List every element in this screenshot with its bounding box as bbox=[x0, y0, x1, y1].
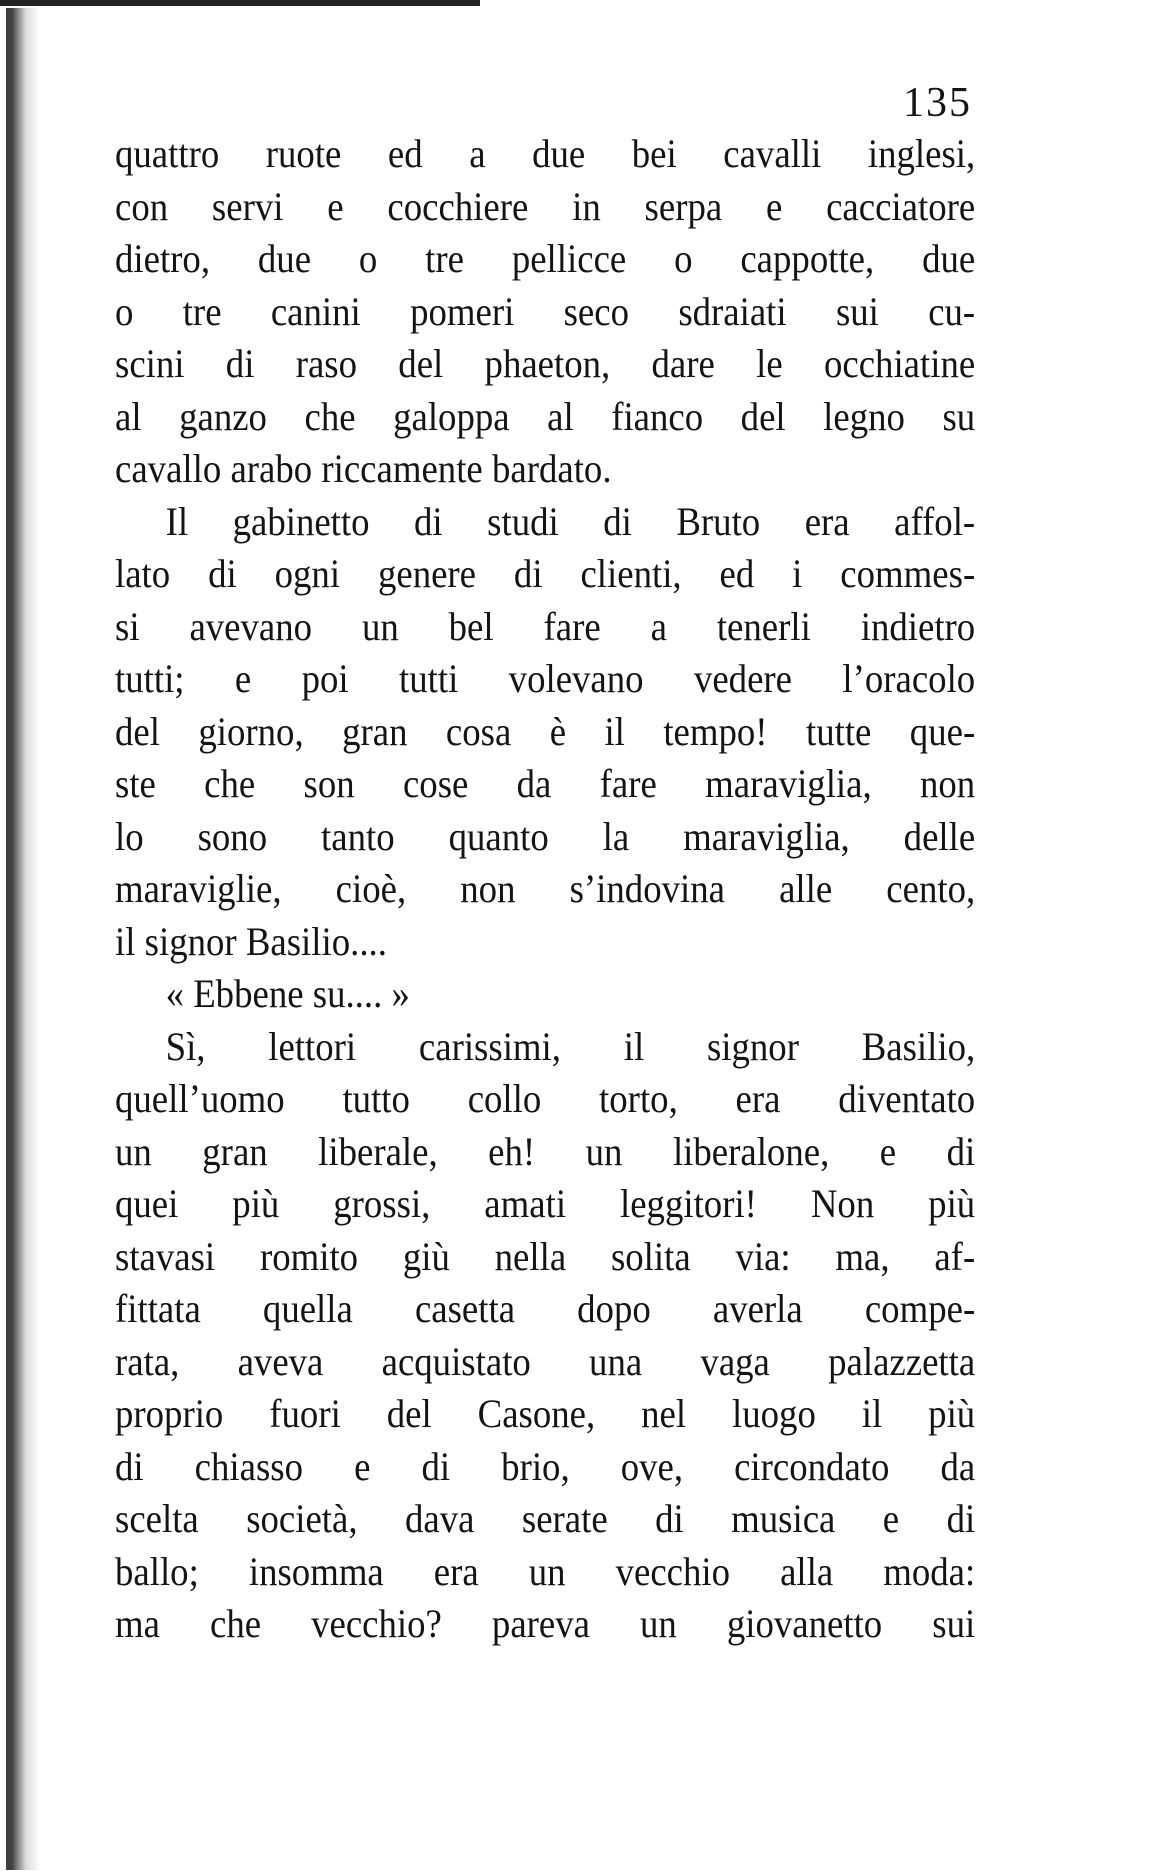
book-spine-shadow bbox=[6, 8, 40, 1870]
text-line: stavasi romito giù nella solita via: ma, af- bbox=[115, 1233, 976, 1279]
text-line: quei più grossi, amati leggitori! Non più bbox=[115, 1181, 976, 1226]
text-line: o tre canini pomeri seco sdraiati sui cu- bbox=[115, 288, 976, 334]
page-number: 135 bbox=[903, 80, 972, 126]
text-line: di chiasso e di brio, ove, circondato da bbox=[115, 1443, 976, 1489]
paragraph-start-line: Il gabinetto di studi di Bruto era affol- bbox=[165, 498, 976, 544]
text-line: rata, aveva acquistato una vaga palazzetta bbox=[115, 1338, 976, 1384]
text-line: cavallo arabo riccamente bardato. bbox=[115, 446, 612, 491]
text-line: ma che vecchio? pareva un giovanetto sui bbox=[115, 1601, 976, 1646]
dialogue-line: « Ebbene su.... » bbox=[165, 971, 410, 1016]
text-line: del giorno, gran cosa è il tempo! tutte que- bbox=[115, 708, 976, 754]
text-line: lo sono tanto quanto la maraviglia, delle bbox=[115, 813, 976, 859]
text-line: un gran liberale, eh! un liberalone, e di bbox=[115, 1128, 976, 1174]
text-line: scelta società, dava serate di musica e di bbox=[115, 1496, 976, 1541]
text-line: lato di ogni genere di clienti, ed i commes- bbox=[115, 551, 976, 596]
text-line: ste che son cose da fare maraviglia, non bbox=[115, 761, 976, 806]
text-line: quell’uomo tutto collo torto, era diventato bbox=[115, 1076, 976, 1121]
text-line: fittata quella casetta dopo averla compe- bbox=[115, 1286, 976, 1331]
page-top-edge bbox=[0, 0, 480, 6]
text-line: ballo; insomma era un vecchio alla moda: bbox=[115, 1548, 976, 1594]
text-line: al ganzo che galoppa al fianco del legno su bbox=[115, 393, 976, 439]
text-line: quattro ruote ed a due bei cavalli inglesi, bbox=[115, 131, 976, 176]
text-line: maraviglie, cioè, non s’indovina alle cento, bbox=[115, 866, 976, 911]
body-text bbox=[115, 128, 975, 1651]
text-line: proprio fuori del Casone, nel luogo il più bbox=[115, 1391, 976, 1436]
text-line: dietro, due o tre pellicce o cappotte, due bbox=[115, 236, 976, 281]
text-line: con servi e cocchiere in serpa e cacciatore bbox=[115, 183, 976, 229]
paragraph-start-line: Sì, lettori carissimi, il signor Basilio, bbox=[165, 1023, 976, 1069]
text-line: tutti; e poi tutti volevano vedere l’oracolo bbox=[115, 656, 976, 701]
text-line: si avevano un bel fare a tenerli indietro bbox=[115, 603, 976, 649]
text-line: il signor Basilio.... bbox=[115, 918, 387, 964]
text-line: scini di raso del phaeton, dare le occhiatine bbox=[115, 341, 976, 386]
